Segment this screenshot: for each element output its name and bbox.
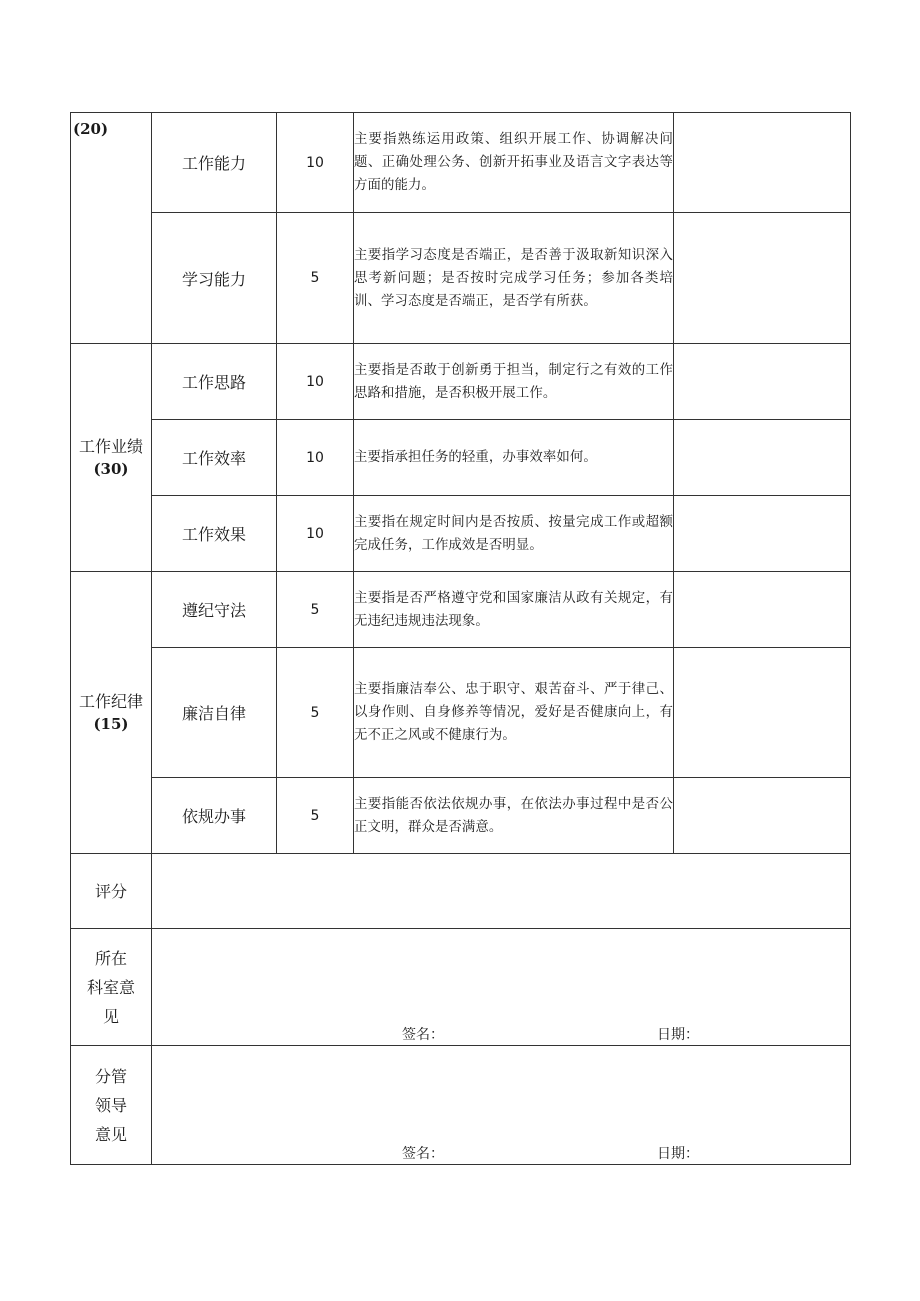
item-description: 主要指是否严格遵守党和国家廉洁从政有关规定，有无违纪违规违法现象。	[354, 572, 674, 648]
item-name: 工作效果	[152, 496, 277, 572]
category-points: (30)	[93, 459, 129, 478]
item-score: 10	[277, 496, 354, 572]
item-name: 依规办事	[152, 778, 277, 854]
table-row	[71, 778, 851, 854]
category-points: (20)	[73, 120, 109, 138]
item-description: 主要指廉洁奉公、忠于职守、艰苦奋斗、严于律己、以身作则、自身修养等情况，爱好是否健康向上，有无不正之风或不健康行为。	[354, 648, 674, 778]
dept-opinion-label: 所在 科室意 见	[71, 929, 152, 1046]
item-description: 主要指熟练运用政策、组织开展工作、协调解决问题、正确处理公务、创新开拓事业及语言文字表达等方面的能力。	[354, 113, 674, 213]
score-field[interactable]	[152, 854, 851, 929]
rating-cell[interactable]	[674, 344, 851, 420]
category-cell-discipline	[71, 572, 152, 854]
date-label: 日期：	[657, 1027, 699, 1043]
item-description: 主要指在规定时间内是否按质、按量完成工作或超额完成任务，工作成效是否明显。	[354, 496, 674, 572]
score-label: 评分	[71, 854, 152, 929]
item-description: 主要指是否敢于创新勇于担当，制定行之有效的工作思路和措施，是否积极开展工作。	[354, 344, 674, 420]
item-score: 10	[277, 113, 354, 213]
rating-cell[interactable]	[674, 778, 851, 854]
leader-opinion-field[interactable]	[152, 1046, 851, 1165]
table-row	[71, 420, 851, 496]
item-score: 10	[277, 344, 354, 420]
item-name: 工作能力	[152, 113, 277, 213]
item-description: 主要指承担任务的轻重，办事效率如何。	[354, 420, 674, 496]
leader-opinion-row	[71, 1046, 851, 1165]
dept-opinion-row	[71, 929, 851, 1046]
table-row	[71, 648, 851, 778]
item-score: 5	[277, 648, 354, 778]
item-name: 廉洁自律	[152, 648, 277, 778]
table-row	[71, 496, 851, 572]
date-label: 日期：	[657, 1146, 699, 1162]
item-name: 工作思路	[152, 344, 277, 420]
item-description: 主要指能否依法依规办事，在依法办事过程中是否公正文明，群众是否满意。	[354, 778, 674, 854]
score-row	[71, 854, 851, 929]
dept-opinion-field[interactable]	[152, 929, 851, 1046]
item-score: 5	[277, 778, 354, 854]
signature-label: 签名：	[402, 1146, 444, 1162]
rating-cell[interactable]	[674, 113, 851, 213]
leader-opinion-label: 分管 领导 意见	[71, 1046, 152, 1165]
rating-cell[interactable]	[674, 420, 851, 496]
rating-cell[interactable]	[674, 572, 851, 648]
table-row	[71, 213, 851, 344]
item-description: 主要指学习态度是否端正，是否善于汲取新知识深入思考新问题；是否按时完成学习任务；参加各类培训、学习态度是否端正，是否学有所获。	[354, 213, 674, 344]
category-cell-performance	[71, 344, 152, 572]
rating-cell[interactable]	[674, 213, 851, 344]
evaluation-table	[70, 112, 851, 1165]
table-row	[71, 344, 851, 420]
category-name: 工作业绩	[78, 436, 143, 456]
category-points: (15)	[93, 714, 129, 733]
rating-cell[interactable]	[674, 496, 851, 572]
item-score: 10	[277, 420, 354, 496]
rating-cell[interactable]	[674, 648, 851, 778]
category-name: 工作纪律	[78, 691, 143, 711]
signature-label: 签名：	[402, 1027, 444, 1043]
item-name: 工作效率	[152, 420, 277, 496]
item-name: 遵纪守法	[152, 572, 277, 648]
item-name: 学习能力	[152, 213, 277, 344]
category-cell-ability	[71, 113, 152, 344]
item-score: 5	[277, 213, 354, 344]
item-score: 5	[277, 572, 354, 648]
table-row	[71, 113, 851, 213]
table-row	[71, 572, 851, 648]
